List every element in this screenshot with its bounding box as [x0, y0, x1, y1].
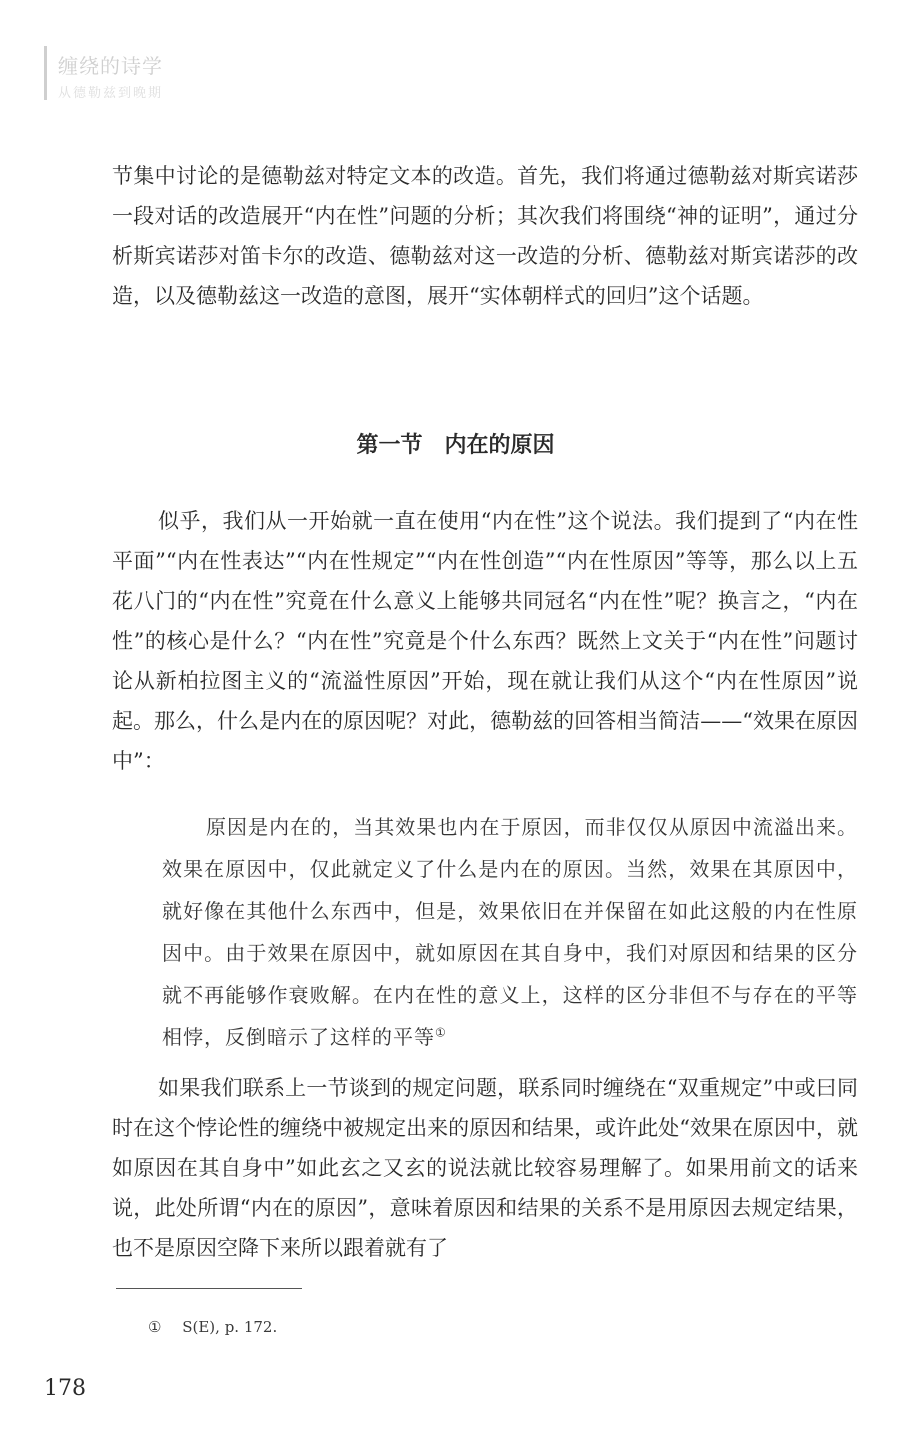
footnote-text: S(E), p. 172.	[182, 1318, 278, 1336]
book-title: 缠绕的诗学	[58, 54, 163, 78]
page-number: 178	[44, 1376, 86, 1401]
running-header	[44, 46, 284, 102]
header-bar	[44, 46, 47, 100]
footnote-reference: ①	[435, 1025, 447, 1040]
footnote-divider	[116, 1288, 302, 1289]
quote-text: 原因是内在的，当其效果也内在于原因，而非仅仅从原因中流溢出来。效果在原因中，仅此就定义了什么是内在的原因。当然，效果在其原因中，就好像在其他什么东西中，但是，效果依旧在并保留在如此这般的内在性原因中。由于效果在原因中，就如原因在其自身中，我们对原因和结果的区分就不再能够作衰败解。在内在性的意义上，这样的区分非但不与存在的平等相悖，反倒暗示了这样的平等	[162, 815, 858, 1049]
section-title: 第一节 内在的原因	[356, 433, 555, 458]
block-quote	[162, 806, 858, 1058]
body-paragraph-2: 如果我们联系上一节谈到的规定问题，联系同时缠绕在“双重规定”中或曰同时在这个悖论性的缠绕中被规定出来的原因和结果，或许此处“效果在原因中，就如原因在其自身中”如此玄之又玄的说法就比较容易理解了。如果用前文的话来说，此处所谓“内在的原因”，意味着原因和结果的关系不是用原因去规定结果，也不是原因空降下来所以跟着就有了	[112, 1076, 858, 1260]
footnote	[148, 1318, 277, 1336]
book-subtitle: 从德勒兹到晚期	[58, 86, 164, 101]
footnote-mark: ①	[148, 1318, 162, 1336]
intro-paragraph: 节集中讨论的是德勒兹对特定文本的改造。首先，我们将通过德勒兹对斯宾诺莎一段对话的改造展开“内在性”问题的分析；其次我们将围绕“神的证明”，通过分析斯宾诺莎对笛卡尔的改造、德勒兹对这一改造的分析、德勒兹对斯宾诺莎的改造，以及德勒兹这一改造的意图，展开“实体朝样式的回归”这个话题。	[112, 164, 858, 308]
body-paragraph-1: 似乎，我们从一开始就一直在使用“内在性”这个说法。我们提到了“内在性平面”“内在性表达”“内在性规定”“内在性创造”“内在性原因”等等，那么以上五花八门的“内在性”究竟在什么意义上能够共同冠名“内在性”呢？换言之，“内在性”的核心是什么？“内在性”究竟是个什么东西？既然上文关于“内在性”问题讨论从新柏拉图主义的“流溢性原因”开始，现在就让我们从这个“内在性原因”说起。那么，什么是内在的原因呢？对此，德勒兹的回答相当简洁——“效果在原因中”：	[112, 509, 858, 773]
